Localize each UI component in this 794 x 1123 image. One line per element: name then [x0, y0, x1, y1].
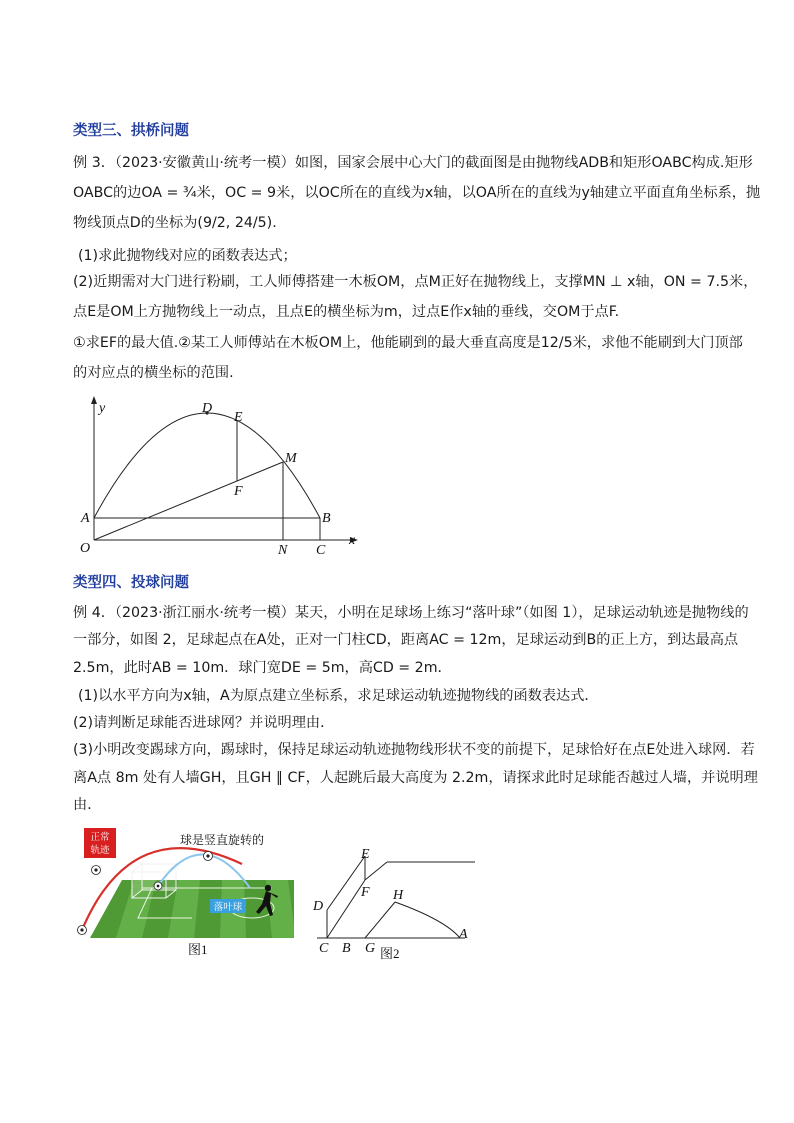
example3-question2-line1: (2)近期需对大门进行粉刷，工人师傅搭建一木板OM，点M正好在抛物线上，支撑MN ⊥ x轴，ON = 7.5米，	[73, 274, 758, 290]
normal-tag-line1: 正常	[90, 832, 110, 843]
label-e: E	[361, 847, 370, 862]
y-axis-arrow-icon	[91, 396, 97, 404]
example4-line2: 一部分，如图 2，足球起点在A处，正对一门柱CD，距离AC = 12m，足球运动到B的正上方，到达最高点	[73, 632, 739, 648]
example3-line2: OABC的边OA = ¾米，OC = 9米，以OC所在的直线为x轴，以OA所在的直线为y轴建立平面直角坐标系，抛	[73, 185, 761, 201]
label-m: M	[285, 451, 297, 466]
label-g: G	[365, 941, 376, 956]
vertical-spin-label: 球是竖直旋转的	[180, 833, 265, 847]
side-line-cf	[327, 880, 365, 938]
wall-gh	[365, 902, 395, 938]
ball-path	[395, 902, 460, 938]
arch-figure	[70, 392, 370, 560]
label-c: C	[319, 941, 329, 956]
example3-question2-line2: 点E是OM上方抛物线上一动点，且点E的横坐标为m，过点E作x轴的垂线，交OM于点F.	[73, 304, 620, 320]
example4-question2: (2)请判断足球能否进球网？并说明理由．	[73, 715, 335, 731]
label-e: E	[234, 410, 243, 425]
label-c: C	[316, 543, 326, 558]
example3-question1: (1)求此抛物线对应的函数表达式；	[78, 248, 297, 264]
example3-question2-line4: 的对应点的横坐标的范围.	[73, 365, 234, 381]
label-d: D	[202, 401, 213, 416]
example4-line3: 2.5m，此时AB = 10m．球门宽DE = 5m，高CD = 2m．	[73, 660, 452, 676]
example3-question2-line3: ①求EF的最大值.②某工人师傅站在木板OM上，他能刷到的最大垂直高度是12/5米，求他不能刷到大门顶部	[73, 335, 743, 351]
label-o: O	[80, 541, 91, 556]
label-y: y	[99, 401, 106, 416]
section-heading-shooting: 类型四、投球问题	[73, 575, 189, 591]
figure2-caption: 图2	[380, 946, 400, 961]
label-d: D	[313, 899, 324, 914]
crossbar-de	[327, 856, 365, 910]
example4-question3-line3: 由．	[73, 797, 102, 813]
example4-question3-line2: 离A点 8m 处有人墙GH，且GH ∥ CF，人起跳后最大高度为 2.2m，请探求此时足球能否越过人墙，并说明理	[73, 770, 758, 786]
segment-om	[94, 462, 283, 540]
example3-line1: 例 3．（2023·安徽黄山·统考一模）如图，国家会展中心大门的截面图是由抛物线ADB和矩形OABC构成.矩形	[73, 155, 753, 171]
label-x: x	[349, 533, 356, 548]
example4-line1: 例 4．（2023·浙江丽水·统考一模）某天，小明在足球场上练习“落叶球”（如图 1），足球运动轨迹是抛物线的	[73, 605, 749, 621]
curve-ball-label: 落叶球	[213, 902, 243, 913]
figure1-caption: 图1	[188, 942, 208, 957]
section-heading-arch-bridge: 类型三、拱桥问题	[73, 123, 189, 139]
label-f: F	[234, 484, 243, 499]
label-a: A	[459, 927, 468, 942]
normal-tag-line2: 轨迹	[90, 845, 110, 856]
label-b: B	[342, 941, 351, 956]
soccer-figure-1	[72, 826, 297, 960]
label-b: B	[322, 511, 331, 526]
goal-geometry-figure-2	[305, 842, 485, 964]
example4-question3-line1: (3)小明改变踢球方向，踢球时，保持足球运动轨迹抛物线形状不变的前提下，足球恰好在点E处进入球网．若	[73, 742, 755, 758]
label-n: N	[278, 543, 288, 558]
example3-line3: 物线顶点D的坐标为(9/2, 24/5).	[73, 215, 277, 231]
example4-question1: (1)以水平方向为x轴，A为原点建立坐标系，求足球运动轨迹抛物线的函数表达式．	[78, 688, 599, 704]
label-h: H	[393, 888, 404, 903]
label-f: F	[361, 885, 370, 900]
label-a: A	[81, 511, 90, 526]
goal-top-edge	[365, 862, 387, 880]
